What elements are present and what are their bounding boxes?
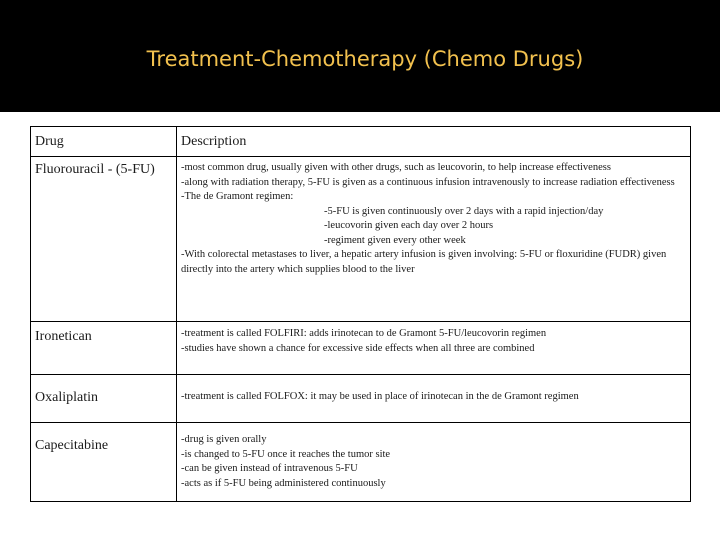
drug-name: Capecitabine bbox=[31, 423, 177, 502]
table-row bbox=[31, 322, 691, 375]
table-header-row bbox=[31, 127, 691, 157]
description-line: -drug is given orally bbox=[181, 434, 267, 445]
drug-name: Ironetican bbox=[31, 322, 177, 375]
description-subline: -regiment given every other week bbox=[324, 234, 466, 246]
description-line: -studies have shown a chance for excessive side effects when all three are combined bbox=[181, 342, 535, 354]
description-line: -is changed to 5-FU once it reaches the tumor site bbox=[181, 448, 391, 460]
drug-name: Fluorouracil - (5-FU) bbox=[31, 157, 177, 322]
description-subline: -leucovorin given each day over 2 hours bbox=[324, 220, 494, 231]
slide-title: Treatment-Chemotherapy (Chemo Drugs) bbox=[146, 47, 584, 71]
description-line: -treatment is called FOLFOX: it may be used in place of irinotecan in the de Gramont regimen bbox=[181, 391, 579, 402]
description-line: -treatment is called FOLFIRI: adds irinotecan to de Gramont 5-FU/leucovorin regimen bbox=[181, 328, 547, 339]
description-line: -The de Gramont regimen: bbox=[181, 191, 294, 202]
description-line: -acts as if 5-FU being administered continuously bbox=[181, 477, 386, 489]
description-line: -most common drug, usually given with other drugs, such as leucovorin, to help increase effectiveness bbox=[181, 162, 611, 173]
description-line: -can be given instead of intravenous 5-FU bbox=[181, 463, 358, 474]
table-row bbox=[31, 157, 691, 322]
table-row bbox=[31, 375, 691, 423]
description-subline: -5-FU is given continuously over 2 days with a rapid injection/day bbox=[324, 205, 604, 217]
drug-description bbox=[177, 423, 691, 502]
table-row bbox=[31, 423, 691, 502]
drug-description bbox=[177, 157, 691, 322]
drug-description bbox=[177, 322, 691, 375]
header-drug: Drug bbox=[31, 127, 177, 157]
chemo-drug-table bbox=[30, 126, 691, 502]
drug-name: Oxaliplatin bbox=[31, 375, 177, 423]
header-description: Description bbox=[177, 127, 691, 157]
drug-description bbox=[177, 375, 691, 423]
description-line: -along with radiation therapy, 5-FU is given as a continuous infusion intravenously to increase radiation effectiveness bbox=[181, 176, 675, 188]
description-line: -With colorectal metastases to liver, a hepatic artery infusion is given involving: 5-FU or floxuridine (FUDR) given directly into the artery which supplies blood to the liver bbox=[181, 249, 667, 275]
